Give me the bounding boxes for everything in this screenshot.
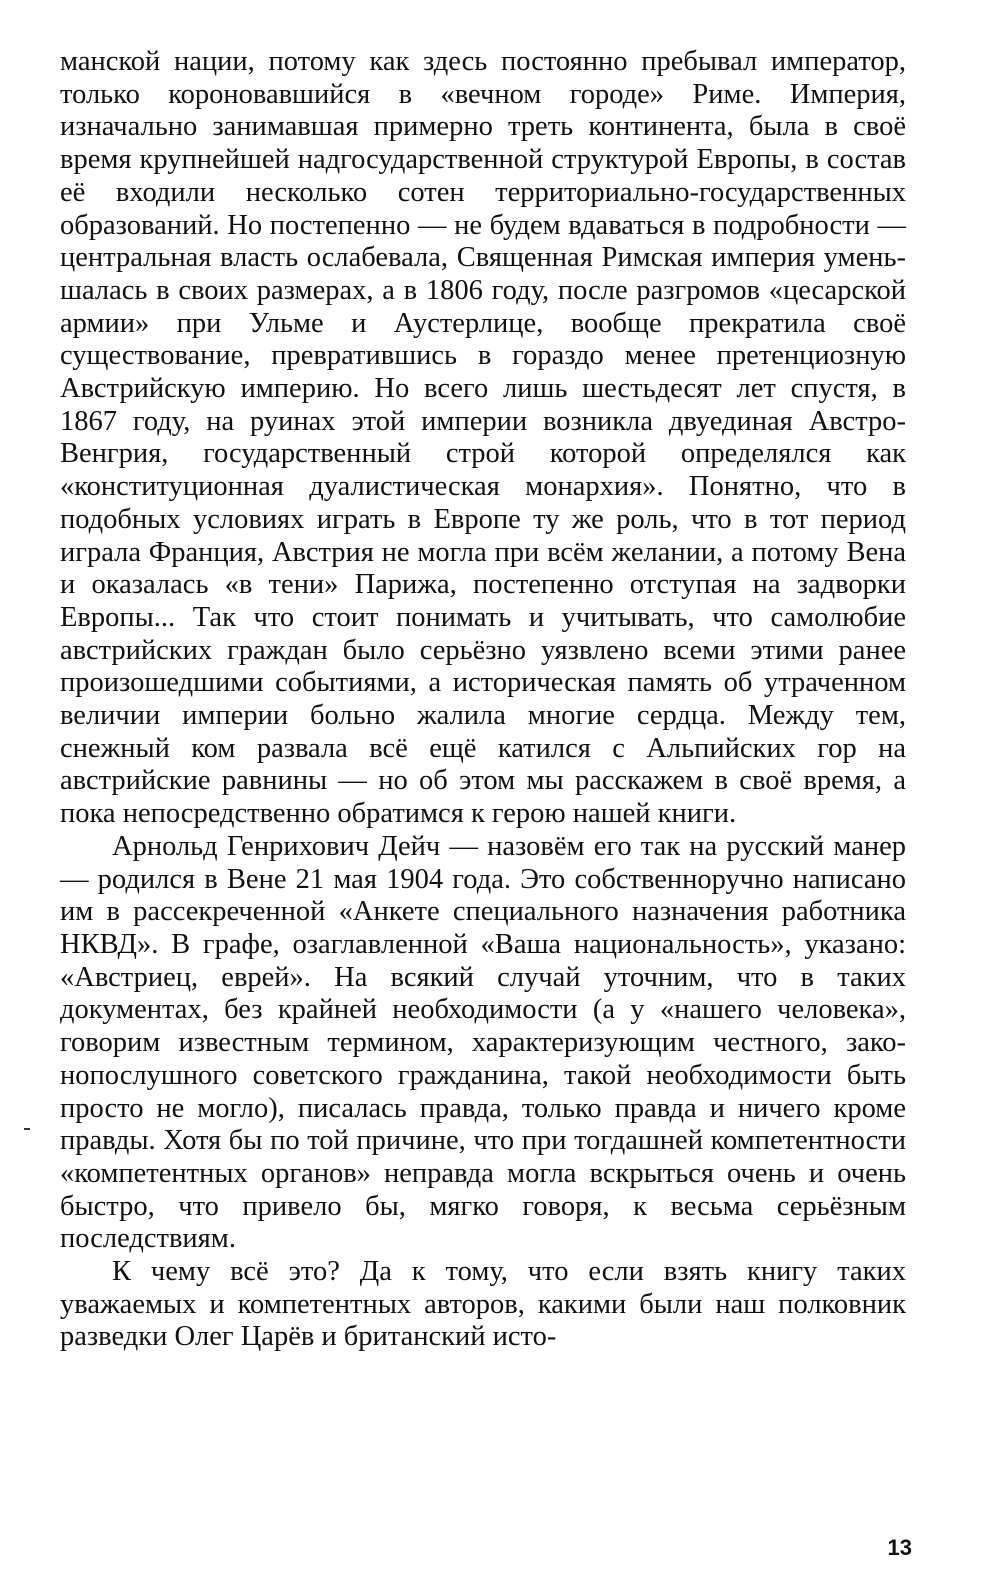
paragraph-book-reference: К чему всё это? Да к тому, что если взять книгу таких уважаемых и компетентных авторов, какими были наш полковник разведки Олег Царёв и британский исто- — [60, 1256, 906, 1353]
book-page — [60, 46, 906, 1546]
paragraph-deutsch-birth: Арнольд Генрихович Дейч — назовём его так на русский манер — родился в Вене 21 мая 1904 года. Это собственноручно написано им в рассекреченной «Анкете специального назначения работника НКВД». В графе, озаглавленной «Ваша национальность», указано: «Австриец, еврей». На всякий случай уточним, что в таких документах, без крайней необходимости (а у «нашего человека», говорим известным термином, характеризующим честного, законопослушного советского гражданина, такой необходимости быть просто не могло), писалась правда, только правда и ничего кроме правды. Хотя бы по той причине, что при тогдашней компетентности «компетентных органов» неправда могла вскрыться очень и очень быстро, что привело бы, мягко говоря, к весьма серьёзным последствиям. — [60, 830, 906, 1255]
paragraph-continuation: манской нации, потому как здесь постоянно пребывал император, только короновавшийся в «вечном городе» Риме. Империя, изначально занимавшая примерно треть континента, была в своё время крупнейшей надгосударственной структурой Европы, в состав её входили несколько сотен территориально-государственных образований. Но постепенно — не будем вдаваться в подробности — центральная власть ослабевала, Священная Римская империя уменьшалась в своих размерах, а в 1806 году, после разгромов «цесарской армии» при Ульме и Аустерлице, вообще прекратила своё существование, превратившись в гораздо менее претенциозную Австрийскую империю. Но всего лишь шестьдесят лет спустя, в 1867 году, на руинах этой империи возникла двуединая Австро-Венгрия, государственный строй которой определялся как «конституционная дуалистическая монархия». Понятно, что в подобных условиях играть в Европе ту же роль, что в тот период играла Франция, Австрия не могла при всём желании, а потому Вена и оказалась «в тени» Парижа, постепенно отступая на задворки Европы... Так что стоит понимать и учитывать, что самолюбие австрийских граждан было серьёзно уязвлено всеми этими ранее произошедшими событиями, а историческая память об утраченном величии империи больно жалила многие сердца. Между тем, снежный ком развала всё ещё катился с Альпийских гор на австрийские равнины — но об этом мы расскажем в своё время, а пока непосредственно обратимся к герою нашей книги. — [60, 46, 906, 830]
body-text — [60, 46, 906, 1354]
page-number: 13 — [887, 1535, 912, 1560]
margin-mark — [24, 1128, 30, 1130]
